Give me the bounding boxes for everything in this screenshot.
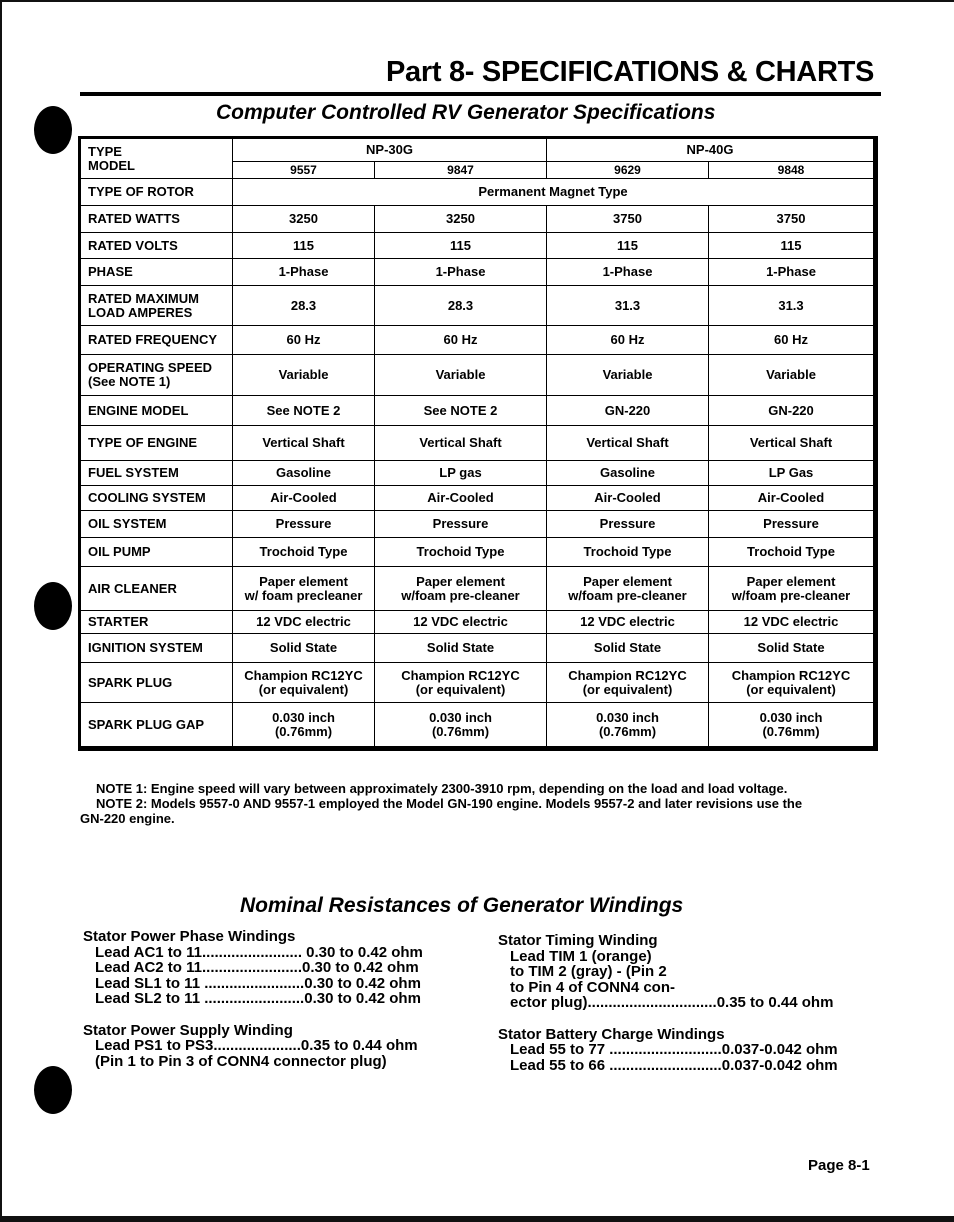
spec-heading: Computer Controlled RV Generator Specifications <box>216 101 716 124</box>
spec-value-text: Variable <box>435 367 486 382</box>
spec-value-text: Trochoid Type <box>583 544 672 559</box>
page-border-left <box>0 0 2 1222</box>
spec-value-cell <box>233 511 375 538</box>
spec-value-cell <box>709 396 876 426</box>
spec-value-text: (0.76mm) <box>274 723 333 739</box>
spec-value-text: Air-Cooled <box>757 490 825 505</box>
model-label: MODEL <box>88 157 135 173</box>
spec-value-cell <box>547 567 709 611</box>
spec-row-label <box>80 396 233 426</box>
spec-value-text: Variable <box>602 367 653 382</box>
spacer <box>83 1007 423 1023</box>
spec-row <box>80 426 876 461</box>
spacer <box>498 1011 838 1027</box>
spec-value-cell <box>375 286 547 326</box>
spec-row-label-text: STARTER <box>88 614 149 629</box>
spec-value-text: Variable <box>766 367 816 382</box>
spec-row <box>80 286 876 326</box>
spec-value-text: (or equivalent) <box>258 681 349 697</box>
resistances-right-column <box>498 933 838 1073</box>
spec-value-text: 60 Hz <box>774 332 808 347</box>
spec-value-cell <box>375 538 547 567</box>
spec-value-text: Solid State <box>426 640 495 655</box>
spec-value-text: 12 VDC electric <box>413 614 508 629</box>
spec-value-cell <box>709 259 876 286</box>
spec-value-text: 115 <box>780 237 802 253</box>
resistance-line: to Pin 4 of CONN4 con- <box>510 978 675 996</box>
spec-value-text: Trochoid Type <box>747 544 835 559</box>
spec-value-cell <box>233 611 375 634</box>
page-number: Page 8-1 <box>808 1157 870 1174</box>
spec-value-text: w/ foam precleaner <box>244 587 363 603</box>
spec-value-text: Champion RC12YC <box>244 667 363 683</box>
spec-value-cell <box>709 567 876 611</box>
spec-value-cell <box>547 634 709 663</box>
spec-value-text: Pressure <box>432 516 489 531</box>
spec-row <box>80 538 876 567</box>
spec-value-cell <box>233 259 375 286</box>
spec-value-text: 3250 <box>446 211 475 226</box>
spec-row-label <box>80 326 233 355</box>
spec-row-label-text: IGNITION SYSTEM <box>88 640 203 655</box>
battery-title: Stator Battery Charge Windings <box>498 1025 725 1043</box>
spec-value-text: GN-220 <box>768 402 814 418</box>
spec-value-cell <box>233 461 375 486</box>
spec-row <box>80 396 876 426</box>
spec-value-text: 60 Hz <box>286 332 321 347</box>
spec-value-cell <box>375 396 547 426</box>
spec-value-text: Gasoline <box>600 465 655 480</box>
spec-value-text: (or equivalent) <box>746 681 836 697</box>
spec-value-cell <box>547 663 709 703</box>
spec-value-text: GN-220 <box>604 402 651 418</box>
spec-value-text: 115 <box>450 237 471 253</box>
notes <box>80 781 880 826</box>
spec-value-text: Champion RC12YC <box>568 667 687 683</box>
spec-value-text: Paper element <box>746 573 836 589</box>
spec-value-cell <box>709 611 876 634</box>
spec-row <box>80 355 876 396</box>
spec-value-text: 12 VDC electric <box>580 614 675 629</box>
resistance-line: Lead 55 to 66 ...........................0.037-0.042 ohm <box>510 1056 838 1074</box>
resistances-heading: Nominal Resistances of Generator Windings <box>240 894 684 917</box>
spec-value-text: 0.030 inch <box>272 709 335 725</box>
spec-row <box>80 326 876 355</box>
spec-value-cell <box>375 663 547 703</box>
spec-value-text: 28.3 <box>290 297 317 313</box>
spec-row <box>80 461 876 486</box>
spec-row <box>80 663 876 703</box>
model-cell: 9557 <box>233 162 375 179</box>
spec-value-text: 1-Phase <box>602 264 653 279</box>
spec-value-cell <box>547 703 709 749</box>
spec-value-text: Solid State <box>757 640 825 655</box>
spec-row-label-text: OPERATING SPEED <box>88 360 213 375</box>
resistance-line: Lead AC2 to 11........................0.30 to 0.42 ohm <box>95 959 419 976</box>
spec-value-cell <box>547 326 709 355</box>
spec-value-text: 0.030 inch <box>596 709 659 725</box>
spec-value-cell <box>375 611 547 634</box>
spec-value-cell <box>547 206 709 233</box>
spec-row <box>80 486 876 511</box>
spec-value-text: Vertical Shaft <box>586 435 669 450</box>
spec-value-cell <box>375 486 547 511</box>
spec-value-text: 12 VDC electric <box>256 614 351 629</box>
spec-value-cell <box>233 426 375 461</box>
spec-value-cell <box>547 426 709 461</box>
spec-value-cell <box>709 461 876 486</box>
resistance-line: Lead AC1 to 11........................ 0.30 to 0.42 ohm <box>95 943 423 961</box>
spec-value-cell <box>233 703 375 749</box>
spec-row-label <box>80 259 233 286</box>
spec-value-cell <box>375 461 547 486</box>
spec-value-text: 0.030 inch <box>759 709 823 725</box>
spec-value-cell <box>233 326 375 355</box>
group-np40g: NP-40G <box>547 138 876 162</box>
spec-value-text: Air-Cooled <box>427 490 494 505</box>
spec-value-cell <box>233 355 375 396</box>
spec-value-text: Solid State <box>593 640 662 655</box>
spec-value-text: Trochoid Type <box>259 544 348 559</box>
resistances-left-column <box>83 929 423 1069</box>
spec-row <box>80 567 876 611</box>
spec-value-cell <box>233 233 375 259</box>
spec-value-text: Champion RC12YC <box>401 667 520 683</box>
spec-row <box>80 259 876 286</box>
resistance-line: Lead TIM 1 (orange) <box>510 947 652 965</box>
spec-row-label-text: PHASE <box>88 264 133 279</box>
spec-value-text: 3750 <box>613 211 642 226</box>
spec-row <box>80 206 876 233</box>
spec-value-cell <box>709 663 876 703</box>
spec-value-cell <box>233 486 375 511</box>
spec-value-text: (0.76mm) <box>762 723 820 739</box>
spec-row-label <box>80 233 233 259</box>
spec-value-cell <box>709 233 876 259</box>
spec-value-cell <box>547 538 709 567</box>
spec-value-text: Pressure <box>599 516 656 531</box>
resistance-line: (Pin 1 to Pin 3 of CONN4 connector plug) <box>95 1052 387 1070</box>
spec-value-text: 1-Phase <box>766 264 816 279</box>
spec-value-text: 31.3 <box>614 297 641 313</box>
power-supply-title: Stator Power Supply Winding <box>83 1021 293 1039</box>
spec-value-text: Vertical Shaft <box>749 435 833 450</box>
binder-hole-middle <box>34 582 72 630</box>
resistance-line: Lead 55 to 77 ...........................0.037-0.042 ohm <box>510 1041 838 1058</box>
spec-value-cell <box>547 396 709 426</box>
spec-value-text: Champion RC12YC <box>731 667 851 683</box>
spec-value-cell <box>233 634 375 663</box>
spec-value-text: 1-Phase <box>435 264 486 279</box>
spec-value-text: 3750 <box>776 211 806 226</box>
spec-row-label <box>80 511 233 538</box>
spec-value-cell <box>547 233 709 259</box>
resistance-line: Lead PS1 to PS3.....................0.35 to 0.44 ohm <box>95 1037 418 1054</box>
spec-row-label <box>80 486 233 511</box>
spec-value-cell <box>375 259 547 286</box>
spec-value-text: (0.76mm) <box>431 723 490 739</box>
page-border-top <box>0 0 954 2</box>
spec-value-text: 115 <box>617 237 638 253</box>
spec-value-cell <box>375 233 547 259</box>
binder-hole-top <box>34 106 72 154</box>
spec-row-label-text: COOLING SYSTEM <box>88 490 206 505</box>
title-rule <box>80 92 881 96</box>
type-label: TYPE <box>88 143 122 159</box>
spec-value-text: (or equivalent) <box>582 681 673 697</box>
spec-row-label-text: RATED FREQUENCY <box>88 332 218 347</box>
spec-value-cell <box>547 461 709 486</box>
spec-row-label-text: RATED VOLTS <box>88 237 178 253</box>
spec-row-label-text: OIL PUMP <box>88 544 151 559</box>
spec-value-cell <box>233 567 375 611</box>
spec-value-text: See NOTE 2 <box>266 402 341 418</box>
spec-value-text: w/foam pre-cleaner <box>568 587 687 603</box>
spec-value-cell <box>547 486 709 511</box>
spec-value-cell <box>233 663 375 703</box>
spec-value-text: 12 VDC electric <box>743 614 839 629</box>
spec-value-cell <box>709 355 876 396</box>
spec-value-cell <box>709 206 876 233</box>
spec-value-cell <box>375 426 547 461</box>
spec-row-label <box>80 663 233 703</box>
spec-value-cell <box>547 259 709 286</box>
resistance-line: ector plug)...............................0.35 to 0.44 ohm <box>510 994 834 1011</box>
spec-value-cell <box>233 206 375 233</box>
spec-row <box>80 634 876 663</box>
spec-value-cell <box>233 286 375 326</box>
type-model-label <box>80 138 233 179</box>
spec-value-text: (or equivalent) <box>415 681 506 697</box>
spec-row-label <box>80 461 233 486</box>
spec-row-label-text: TYPE OF ENGINE <box>88 435 198 450</box>
spec-value-cell <box>547 611 709 634</box>
spec-value-cell <box>375 511 547 538</box>
spec-row <box>80 611 876 634</box>
spec-value-text: 115 <box>293 237 314 253</box>
spec-value-cell <box>233 538 375 567</box>
spec-value-text: 60 Hz <box>610 332 645 347</box>
timing-title: Stator Timing Winding <box>498 932 658 949</box>
spec-value-text: (0.76mm) <box>598 723 657 739</box>
spec-value-cell <box>709 286 876 326</box>
spec-value-cell <box>375 634 547 663</box>
spec-row <box>80 511 876 538</box>
spec-value-text: w/foam pre-cleaner <box>401 587 520 603</box>
model-cell: 9847 <box>375 162 547 179</box>
spec-row-label-text: (See NOTE 1) <box>88 374 171 389</box>
spec-row-label-text: SPARK PLUG <box>88 674 173 690</box>
spec-row-label-text: OIL SYSTEM <box>88 516 167 531</box>
spec-row-label <box>80 538 233 567</box>
spec-row-label-text: SPARK PLUG GAP <box>88 716 205 732</box>
spec-value-cell <box>709 538 876 567</box>
spec-row <box>80 703 876 749</box>
binder-hole-bottom <box>34 1066 72 1114</box>
spec-value-text: 60 Hz <box>443 332 478 347</box>
spec-value-text: Vertical Shaft <box>419 435 502 450</box>
spec-value-cell <box>709 511 876 538</box>
spec-row-label <box>80 703 233 749</box>
spec-value-text: LP Gas <box>768 465 814 480</box>
spec-value-cell <box>547 355 709 396</box>
model-cell: 9848 <box>709 162 876 179</box>
spec-row-label-text: FUEL SYSTEM <box>88 465 179 480</box>
spec-value-cell <box>547 286 709 326</box>
spec-row-label-text: AIR CLEANER <box>88 580 177 596</box>
rotor-label: TYPE OF ROTOR <box>80 179 233 206</box>
spec-value-cell <box>375 567 547 611</box>
spec-row-label-text: ENGINE MODEL <box>88 402 189 418</box>
spec-value-text: Paper element <box>259 573 348 589</box>
spec-row-label <box>80 286 233 326</box>
spec-row-label <box>80 611 233 634</box>
spec-row <box>80 233 876 259</box>
spec-value-cell <box>375 326 547 355</box>
spec-value-cell <box>375 703 547 749</box>
spec-value-cell <box>709 486 876 511</box>
note-1: NOTE 1: Engine speed will vary between approximately 2300-3910 rpm, depending on the load and load voltage. <box>96 781 788 796</box>
note-2-line-2: GN-220 engine. <box>80 811 175 826</box>
group-np30g: NP-30G <box>233 138 547 162</box>
spec-row-label <box>80 634 233 663</box>
spec-value-text: Paper element <box>416 573 505 589</box>
spec-value-text: 0.030 inch <box>429 709 492 725</box>
spec-value-text: Air-Cooled <box>270 490 337 505</box>
spec-table <box>78 136 878 751</box>
spec-value-cell <box>709 634 876 663</box>
spec-value-cell <box>233 396 375 426</box>
spec-value-text: Trochoid Type <box>416 544 505 559</box>
spec-value-text: Vertical Shaft <box>262 435 345 450</box>
resistance-line: to TIM 2 (gray) - (Pin 2 <box>510 963 667 980</box>
spec-value-text: 1-Phase <box>278 264 329 279</box>
spec-row-label-text: RATED WATTS <box>88 211 180 226</box>
spec-value-cell <box>709 703 876 749</box>
spec-value-text: 31.3 <box>778 297 804 313</box>
spec-value-text: Air-Cooled <box>594 490 661 505</box>
spec-value-cell <box>709 426 876 461</box>
spec-value-text: See NOTE 2 <box>423 402 498 418</box>
spec-row-label <box>80 426 233 461</box>
spec-value-cell <box>547 511 709 538</box>
spec-value-text: Paper element <box>583 573 672 589</box>
spec-value-text: w/foam pre-cleaner <box>731 587 851 603</box>
power-phase-title: Stator Power Phase Windings <box>83 928 296 945</box>
spec-row-label-text: LOAD AMPERES <box>88 304 193 320</box>
spec-row-label-text: RATED MAXIMUM <box>88 290 199 306</box>
part-title: Part 8- SPECIFICATIONS & CHARTS <box>386 56 875 88</box>
rotor-value: Permanent Magnet Type <box>233 179 876 206</box>
spec-value-cell <box>375 206 547 233</box>
note-2-line-1: NOTE 2: Models 9557-0 AND 9557-1 employed the Model GN-190 engine. Models 9557-2 and later revisions use the <box>96 796 803 811</box>
spec-value-text: Gasoline <box>276 465 331 480</box>
spec-row-label <box>80 355 233 396</box>
spec-value-text: LP gas <box>439 465 482 480</box>
spec-value-cell <box>375 355 547 396</box>
spec-value-text: Solid State <box>269 640 338 655</box>
resistance-line: Lead SL2 to 11 ........................0.30 to 0.42 ohm <box>95 990 421 1007</box>
spec-value-text: Pressure <box>275 516 332 531</box>
spec-value-cell <box>709 326 876 355</box>
page-border-bottom <box>0 1216 954 1222</box>
resistance-line: Lead SL1 to 11 ........................0.30 to 0.42 ohm <box>95 974 421 992</box>
spec-value-text: 3250 <box>289 211 318 226</box>
spec-value-text: Variable <box>278 367 329 382</box>
spec-value-text: 28.3 <box>447 297 474 313</box>
spec-row-label <box>80 206 233 233</box>
spec-row-label <box>80 567 233 611</box>
spec-value-text: Pressure <box>763 516 819 531</box>
model-cell: 9629 <box>547 162 709 179</box>
